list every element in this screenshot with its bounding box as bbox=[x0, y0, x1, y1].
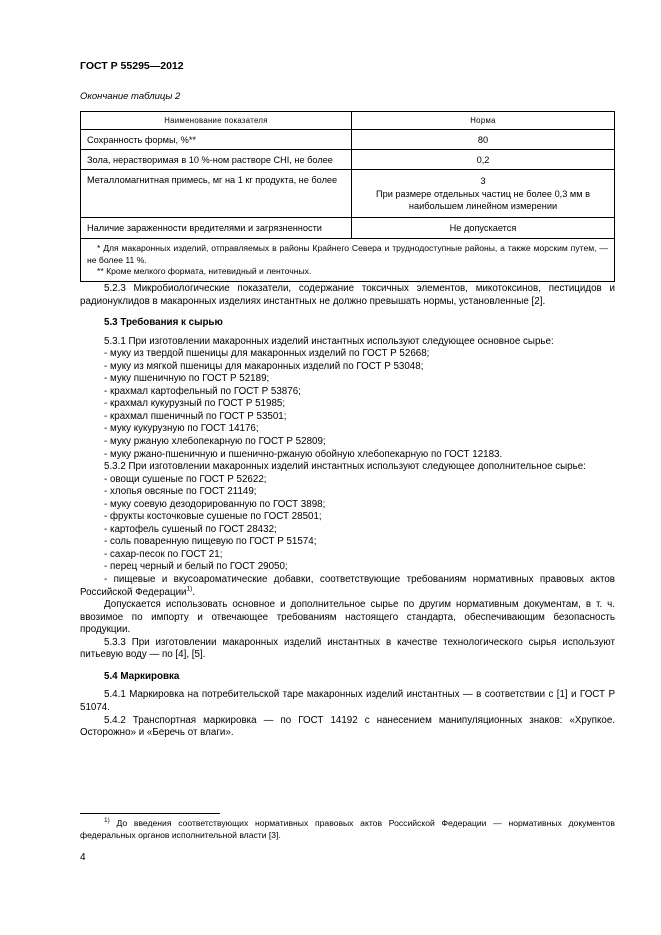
table-row bbox=[81, 150, 615, 170]
table-row bbox=[81, 170, 615, 218]
footnote-reference: 1) bbox=[186, 585, 193, 593]
list-item: - муку из твердой пшеницы для макаронных изделий по ГОСТ Р 52668; bbox=[104, 348, 430, 360]
paragraph-5-3-3: 5.3.3 При изготовлении макаронных изделий инстантных в качестве технологического сырья используют питьевую воду — по [4], [5]. bbox=[80, 636, 615, 661]
paragraph-5-2-3: 5.2.3 Микробиологические показатели, содержание токсичных элементов, микотоксинов, пестицидов и радионуклидов в макаронных изделиях инстантных не должно превышать нормы, установленные [2]. bbox=[80, 283, 615, 307]
section-heading-5-4: 5.4 Маркировка bbox=[104, 670, 180, 682]
indicator-value: 0,2 bbox=[352, 150, 615, 170]
document-body bbox=[80, 283, 615, 740]
list-item: - муку соевую дезодорированную по ГОСТ 3898; bbox=[104, 498, 326, 510]
list-item-end: . bbox=[192, 586, 196, 598]
table-header-row bbox=[81, 112, 615, 130]
list-item: - муку ржаную хлебопекарную по ГОСТ Р 52809; bbox=[104, 436, 326, 448]
paragraph-5-4-2: 5.4.2 Транспортная маркировка — по ГОСТ 14192 с нанесением манипуляционных знаков: «Хрупкое. Осторожно» и «Беречь от влаги». bbox=[80, 714, 615, 739]
table-row bbox=[81, 218, 615, 239]
list-item: - соль поваренную пищевую по ГОСТ Р 51574; bbox=[104, 536, 317, 548]
indicator-value: 80 bbox=[352, 130, 615, 150]
table-caption: Окончание таблицы 2 bbox=[80, 91, 181, 102]
table-row bbox=[81, 130, 615, 150]
list-item: - муку из мягкой пшеницы для макаронных изделий по ГОСТ Р 53048; bbox=[104, 360, 424, 372]
document-code-header: ГОСТ Р 55295—2012 bbox=[80, 60, 184, 72]
indicator-name: Сохранность формы, %** bbox=[81, 130, 352, 150]
indicator-value: 3 bbox=[480, 176, 486, 186]
page-footnote bbox=[80, 818, 615, 841]
table-footnotes bbox=[81, 239, 615, 282]
list-item: - муку пшеничную по ГОСТ Р 52189; bbox=[104, 373, 270, 385]
paragraph-5-3-2: 5.3.2 При изготовлении макаронных изделий инстантных используют следующее дополнительное сырье: bbox=[104, 461, 586, 473]
footnote-marker: 1) bbox=[104, 817, 110, 825]
indicator-value: Не допускается bbox=[352, 218, 615, 239]
footnote-text: До введения соответствующих нормативных правовых актов Российской Федерации — нормативных документов федеральных органов исполнительной власти [3]. bbox=[80, 818, 615, 840]
page-number: 4 bbox=[80, 852, 86, 863]
list-item: - фрукты косточковые сушеные по ГОСТ 28501; bbox=[104, 511, 322, 523]
list-item-text: - пищевые и вкусоароматические добавки, соответствующие требованиям нормативных правовых актов Российской Федерации bbox=[80, 574, 615, 598]
list-item: - перец черный и белый по ГОСТ 29050; bbox=[104, 561, 288, 573]
indicator-name: Зола, нерастворимая в 10 %-ном растворе СНI, не более bbox=[81, 150, 352, 170]
indicator-name: Металломагнитная примесь, мг на 1 кг продукта, не более bbox=[81, 170, 352, 218]
table-footnote: ** Кроме мелкого формата, нитевидный и ленточных. bbox=[97, 266, 312, 276]
table-footnote-row bbox=[81, 239, 615, 282]
list-item bbox=[80, 574, 615, 599]
list-item: - картофель сушеный по ГОСТ 28432; bbox=[104, 523, 277, 535]
footnote-divider bbox=[80, 813, 220, 814]
column-header-indicator: Наименование показателя bbox=[81, 112, 352, 130]
paragraph-allowed-raw-materials: Допускается использовать основное и дополнительное сырье по другим нормативным документам, в т. ч. ввозимое по импорту и отвечающее требованиям настоящего стандарта, обеспечивающим безопасность продукции. bbox=[80, 599, 615, 636]
list-item: - крахмал пшеничный по ГОСТ Р 53501; bbox=[104, 410, 287, 422]
list-item: - овощи сушеные по ГОСТ Р 52622; bbox=[104, 473, 267, 485]
indicator-value-note: При размере отдельных частиц не более 0,3 мм в наибольшем линейном измерении bbox=[376, 188, 590, 211]
list-item: - хлопья овсяные по ГОСТ 21149; bbox=[104, 486, 257, 498]
paragraph-5-4-1: 5.4.1 Маркировка на потребительской таре макаронных изделий инстантных — в соответствии с [1] и ГОСТ Р 51074. bbox=[80, 689, 615, 713]
list-item: - крахмал кукурузный по ГОСТ Р 51985; bbox=[104, 398, 286, 410]
paragraph-5-3-1: 5.3.1 При изготовлении макаронных изделий инстантных используют следующее основное сырье: bbox=[104, 335, 554, 347]
list-item: - муку кукурузную по ГОСТ 14176; bbox=[104, 423, 259, 435]
list-item: - сахар-песок по ГОСТ 21; bbox=[104, 548, 223, 560]
section-heading-5-3: 5.3 Требования к сырью bbox=[104, 317, 223, 329]
column-header-norm: Норма bbox=[352, 112, 615, 130]
list-item: - крахмал картофельный по ГОСТ Р 53876; bbox=[104, 385, 301, 397]
list-item: - муку ржано-пшеничную и пшенично-ржаную обойную хлебопекарную по ГОСТ 12183. bbox=[104, 448, 503, 460]
table-footnote: * Для макаронных изделий, отправляемых в районы Крайнего Севера и труднодоступные районы, а также морским путем, — не более 11 %. bbox=[87, 243, 608, 265]
indicators-table bbox=[80, 111, 615, 282]
indicator-value-cell bbox=[352, 170, 615, 218]
indicator-name: Наличие зараженности вредителями и загрязненности bbox=[81, 218, 352, 239]
